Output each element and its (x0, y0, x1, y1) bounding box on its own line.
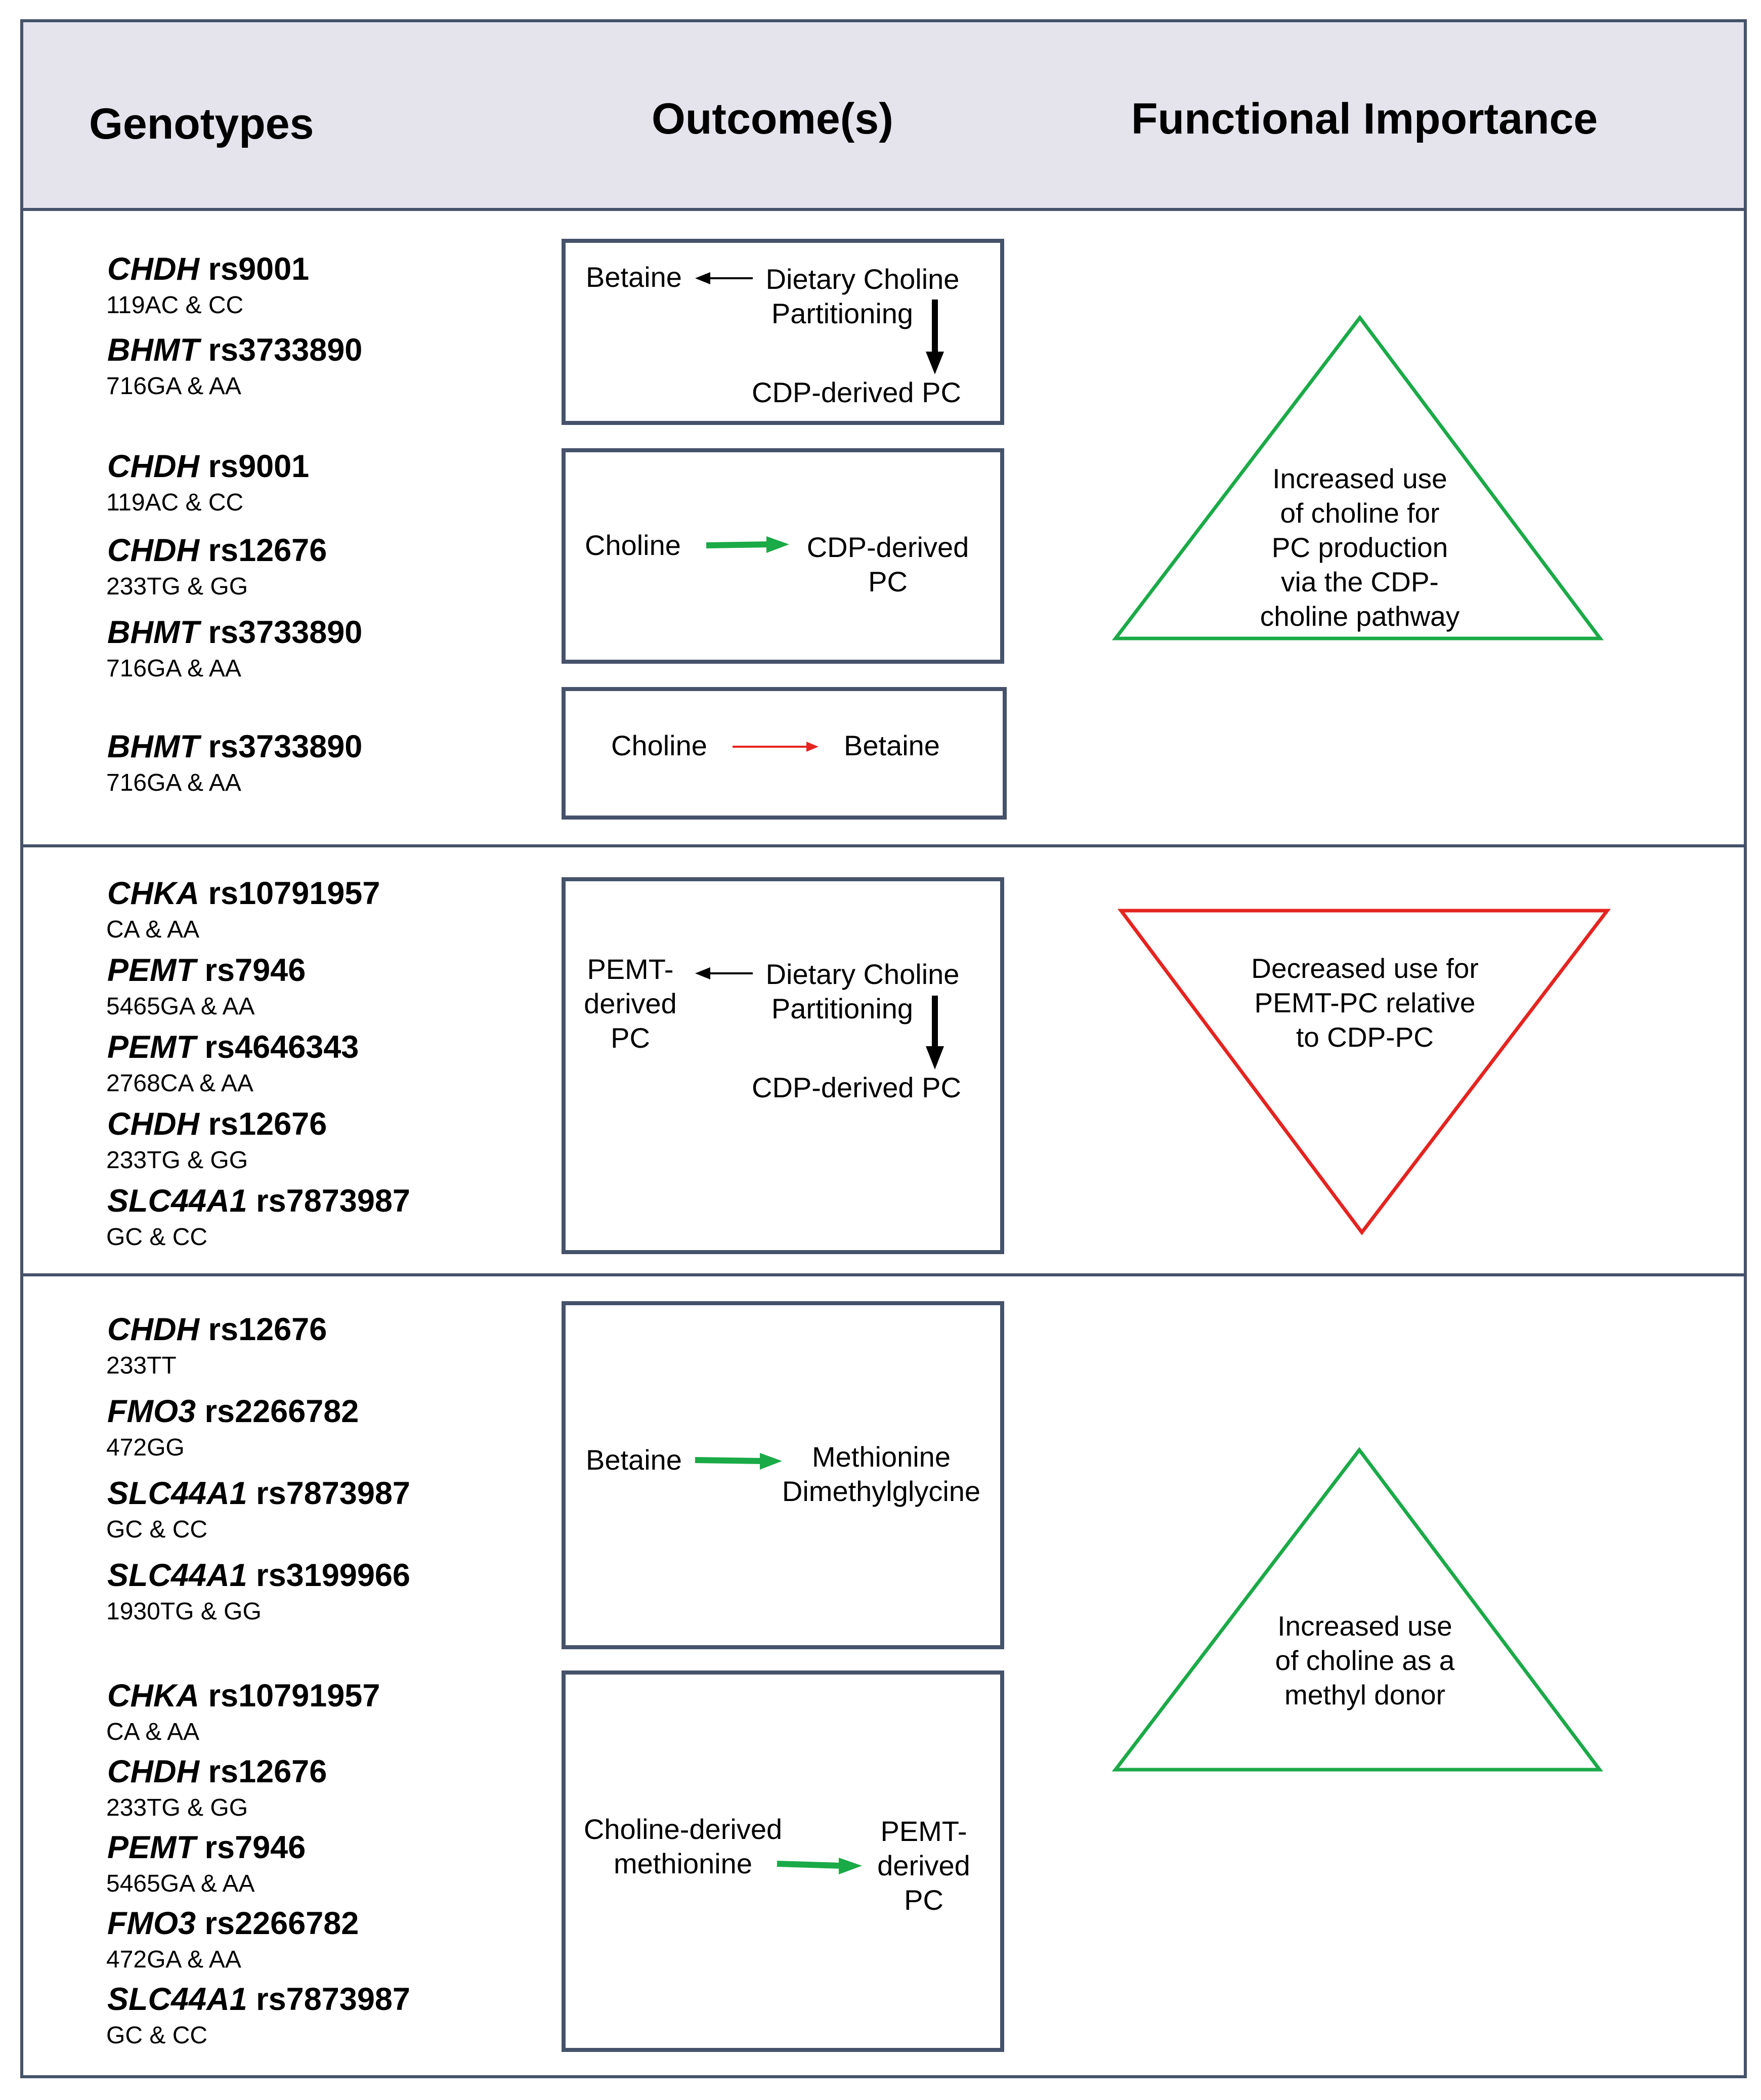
gene-entry: BHMT rs3733890 (107, 332, 363, 368)
header-genotypes: Genotypes (89, 100, 314, 148)
genotype-value: 472GA & AA (106, 1946, 241, 1973)
outcome-label: Choline (585, 529, 681, 561)
gene-entry: PEMT rs7946 (107, 953, 306, 988)
outcome-label: Dietary Choline Partitioning (765, 958, 960, 1024)
outcome-label: Betaine (844, 730, 940, 761)
gene-entry: CHDH rs12676 (107, 533, 327, 568)
gene-entry: BHMT rs3733890 (107, 729, 363, 764)
outcome-label: CDP-derived PC (752, 376, 961, 408)
arrow-down-thick-head (926, 1046, 944, 1069)
gene-entry: BHMT rs3733890 (107, 615, 363, 650)
outcome-label: Choline (611, 730, 707, 761)
outcome-label: CDP-derived PC (806, 531, 969, 597)
gene-entry: SLC44A1 rs7873987 (107, 1183, 410, 1219)
header-functional-importance: Functional Importance (1131, 95, 1598, 143)
outcome-label: Betaine (586, 1444, 682, 1476)
genotype-value: 233TG & GG (106, 1147, 248, 1174)
outcome-label: Dietary Choline Partitioning (765, 263, 960, 329)
gene-entry: CHDH rs9001 (107, 449, 310, 484)
genotype-value: CA & AA (106, 1719, 200, 1745)
outcome-label: PEMT- derived PC (877, 1815, 970, 1916)
outcome-label: CDP-derived PC (752, 1072, 961, 1103)
arrow-right-green-head (839, 1858, 862, 1874)
importance-text-1: Increased use of choline for PC production via the CDP- choline pathway (1260, 463, 1460, 632)
gene-entry: CHKA rs10791957 (107, 1678, 380, 1713)
genotype-value: GC & CC (106, 1224, 208, 1251)
gene-entry: CHKA rs10791957 (107, 876, 380, 911)
genotype-value: 716GA & AA (106, 655, 241, 682)
importance-text-2: Decreased use for PEMT-PC relative to CDP-PC (1251, 953, 1479, 1053)
arrow-right-red-head (806, 742, 819, 752)
arrow-down-thick-head (926, 352, 944, 374)
gene-entry: CHDH rs12676 (107, 1754, 327, 1789)
gene-entry: PEMT rs4646343 (107, 1030, 359, 1065)
genotype-value: CA & AA (106, 916, 200, 943)
outcome-label: PEMT- derived PC (584, 953, 677, 1054)
gene-entry: CHDH rs12676 (107, 1312, 327, 1347)
gene-entry: CHDH rs9001 (107, 251, 310, 287)
outcome-label: Betaine (586, 261, 682, 293)
genotype-value: 5465GA & AA (106, 993, 255, 1020)
gene-entry: PEMT rs7946 (107, 1830, 306, 1865)
gene-entry: SLC44A1 rs7873987 (107, 1982, 410, 2017)
arrow-right-green (706, 544, 770, 545)
genotype-value: 119AC & CC (106, 489, 244, 516)
genotype-value: 716GA & AA (106, 769, 241, 796)
genotype-value: 1930TG & GG (106, 1598, 262, 1625)
arrow-right-green-head (766, 536, 789, 553)
genotype-value: GC & CC (106, 1516, 208, 1543)
gene-entry: CHDH rs12676 (107, 1106, 327, 1142)
outcome-label: Choline-derived methionine (583, 1813, 783, 1879)
genotype-value: GC & CC (106, 2022, 208, 2049)
importance-text-3: Increased use of choline as a methyl donor (1275, 1610, 1455, 1710)
arrow-left-thin-head (695, 272, 710, 284)
header-outcomes: Outcome(s) (652, 95, 893, 143)
genotype-value: 5465GA & AA (106, 1870, 255, 1897)
gene-entry: FMO3 rs2266782 (107, 1906, 359, 1941)
gene-entry: FMO3 rs2266782 (107, 1394, 359, 1429)
genotype-value: 233TG & GG (106, 573, 248, 600)
gene-entry: SLC44A1 rs7873987 (107, 1476, 410, 1511)
genotype-value: 119AC & CC (106, 292, 244, 319)
genotype-value: 2768CA & AA (106, 1070, 253, 1097)
outcome-label: Methionine Dimethylglycine (782, 1441, 981, 1507)
genotype-value: 716GA & AA (106, 373, 241, 400)
gene-entry: SLC44A1 rs3199966 (107, 1558, 410, 1593)
genotype-value: 472GG (106, 1434, 185, 1461)
genotype-value: 233TG & GG (106, 1794, 248, 1821)
genotype-value: 233TT (106, 1352, 177, 1379)
arrow-right-green (695, 1460, 763, 1461)
arrow-left-thin-head (695, 967, 710, 979)
